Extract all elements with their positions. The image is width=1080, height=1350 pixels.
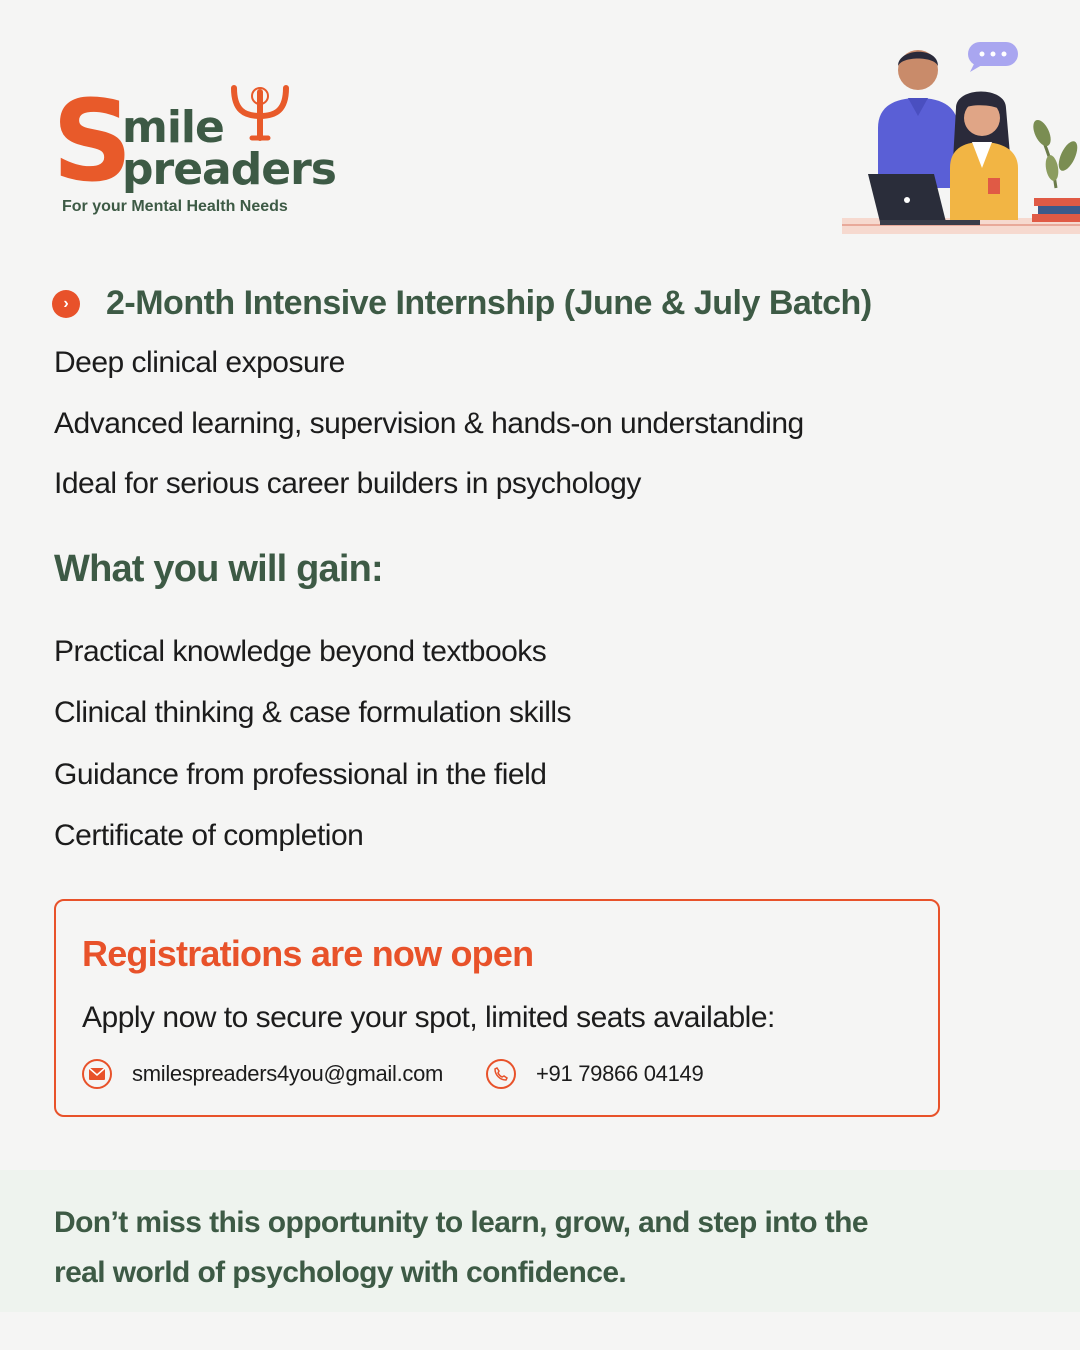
registration-box [54, 899, 940, 1117]
books-icon [1032, 198, 1080, 222]
footer-line-1: Don’t miss this opportunity to learn, grow, and step into the [54, 1206, 868, 1239]
woman-figure [950, 92, 1018, 221]
gain-title: What you will gain: [54, 548, 383, 590]
man-figure [878, 50, 958, 188]
registration-title: Registrations are now open [82, 933, 534, 974]
footer-banner [0, 1170, 1080, 1312]
phone-text[interactable]: +91 79866 04149 [536, 1061, 704, 1086]
internship-title: 2-Month Intensive Internship (June & July Batch) [106, 284, 872, 322]
internship-point: Deep clinical exposure [54, 346, 345, 379]
brand-logo [52, 77, 352, 230]
gain-point: Practical knowledge beyond textbooks [54, 635, 547, 668]
chat-bubble-icon [968, 42, 1018, 72]
phone-contact[interactable] [486, 1059, 703, 1089]
plant-icon [1030, 117, 1080, 188]
psi-smile-icon [230, 82, 290, 142]
logo-line-2: preaders [122, 144, 336, 195]
email-contact[interactable] [82, 1059, 443, 1089]
internship-point: Ideal for serious career builders in psychology [54, 467, 641, 500]
internship-point: Advanced learning, supervision & hands-on understanding [54, 407, 804, 440]
gain-point: Certificate of completion [54, 819, 364, 852]
logo-line-1: mile [122, 102, 224, 153]
gain-point: Clinical thinking & case formulation skills [54, 696, 572, 729]
footer-message [54, 1198, 954, 1298]
gain-point: Guidance from professional in the field [54, 758, 547, 791]
people-at-laptop-illustration [842, 38, 1080, 238]
footer-line-2: real world of psychology with confidence. [54, 1256, 627, 1289]
internship-heading [52, 284, 872, 323]
email-text[interactable]: smilespreaders4you@gmail.com [132, 1061, 444, 1086]
phone-icon [486, 1059, 516, 1089]
mail-icon [82, 1059, 112, 1089]
registration-subtitle: Apply now to secure your spot, limited seats available: [82, 1001, 775, 1034]
logo-initial: S [52, 77, 133, 207]
chevron-right-icon: › [52, 290, 80, 318]
brand-tagline: For your Mental Health Needs [62, 198, 288, 215]
